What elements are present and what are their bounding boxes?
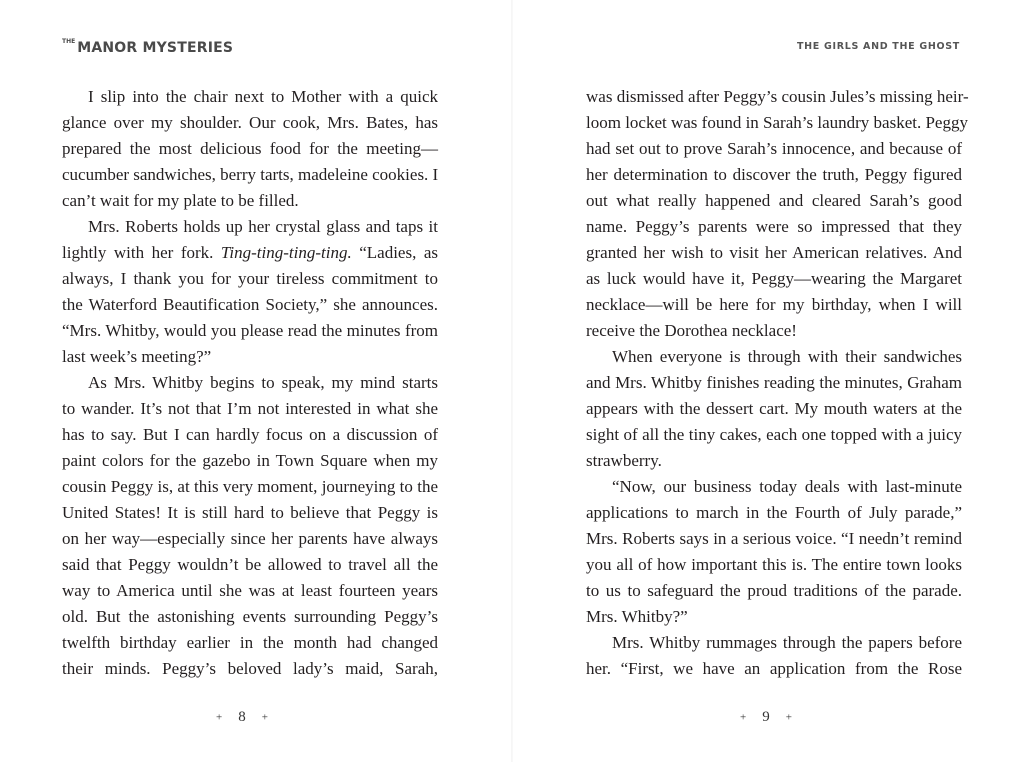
text-line: sight of all the tiny cakes, each one topped with a juicy <box>586 425 962 444</box>
text-line: I slip into the chair next to Mother with a quick <box>88 87 438 106</box>
page-number: 9 <box>762 709 770 725</box>
text-line: has to say. But I can hardly focus on a discussion of <box>62 425 438 444</box>
text-line: “Now, our business today deals with last-minute <box>612 477 962 496</box>
text-line: the Waterford Beautification Society,” she announces. <box>62 295 438 314</box>
text-line: out what really happened and cleared Sarah’s good <box>586 191 962 210</box>
text-line: United States! It is still hard to believe that Peggy is <box>62 503 438 522</box>
book-title: THE GIRLS AND THE GHOST <box>796 41 960 52</box>
text-line: receive the Dorothea necklace! <box>586 321 797 340</box>
text-line: to wander. It’s not that I’m not interested in what she <box>62 399 438 418</box>
text-line: strawberry. <box>586 451 662 470</box>
text-line: Mrs. Roberts says in a serious voice. “I needn’t remind <box>586 529 962 548</box>
text-line: last week’s meeting?” <box>62 347 212 366</box>
text-line: always, I thank you for your tireless commitment to <box>62 269 438 288</box>
text-line: had set out to prove Sarah’s innocence, and because of <box>586 139 962 158</box>
text-line: Mrs. Whitby rummages through the papers before <box>612 633 962 652</box>
text-line: glance over my shoulder. Our cook, Mrs. Bates, has <box>62 113 438 132</box>
folio-ornament: + <box>740 711 747 724</box>
text-line: on her way—especially since her parents have always <box>62 529 438 548</box>
folio-ornament: + <box>785 711 792 724</box>
text-line: cousin Peggy is, at this very moment, journeying to the <box>62 477 438 496</box>
text-line: lightly with her fork. Ting-ting-ting-ting. “Ladies, as <box>62 243 438 262</box>
italic-text: Ting-ting-ting-ting. <box>220 243 352 262</box>
text-line: prepared the most delicious food for the meeting— <box>62 139 438 158</box>
text-line: Mrs. Roberts holds up her crystal glass and taps it <box>88 217 438 236</box>
text-line: applications to march in the Fourth of July parade,” <box>586 503 962 522</box>
text-line: and Mrs. Whitby finishes reading the minutes, Graham <box>586 373 962 392</box>
text-line: was dismissed after Peggy’s cousin Jules’s missing heir- <box>586 87 969 106</box>
text-line: way to America until she was at least fourteen years <box>62 581 438 600</box>
text-line: her determination to discover the truth, Peggy figured <box>586 165 962 184</box>
folio-ornament: + <box>216 711 223 724</box>
series-title-prefix: THE <box>62 38 76 45</box>
right-body-text <box>586 84 969 682</box>
text-line: granted her wish to visit her American relatives. And <box>586 243 962 262</box>
page-number: 8 <box>238 709 246 725</box>
right-folio <box>740 707 792 727</box>
text-line: can’t wait for my plate to be filled. <box>62 191 299 210</box>
left-body-text <box>62 84 438 682</box>
text-line: necklace—will be here for my birthday, when I will <box>586 295 962 314</box>
text-line: loom locket was found in Sarah’s laundry basket. Peggy <box>586 113 968 132</box>
text-line: you all of how important this is. The entire town looks <box>586 555 962 574</box>
folio-ornament: + <box>261 711 268 724</box>
text-line: Mrs. Whitby?” <box>586 607 688 626</box>
text-line: When everyone is through with their sandwiches <box>612 347 962 366</box>
right-page <box>512 0 1024 762</box>
text-line: appears with the dessert cart. My mouth waters at the <box>586 399 962 418</box>
series-title <box>62 37 233 57</box>
text-line: As Mrs. Whitby begins to speak, my mind starts <box>88 373 438 392</box>
text-line: old. But the astonishing events surrounding Peggy’s <box>62 607 438 626</box>
text-line: their minds. Peggy’s beloved lady’s maid, Sarah, <box>62 659 438 678</box>
text-line: to us to safeguard the proud traditions of the parade. <box>586 581 962 600</box>
series-title-main: MANOR MYSTERIES <box>77 40 234 56</box>
text-line: cucumber sandwiches, berry tarts, madeleine cookies. I <box>62 165 439 184</box>
text-line: as luck would have it, Peggy—wearing the Margaret <box>586 269 962 288</box>
text-line: name. Peggy’s parents were so impressed that they <box>586 217 962 236</box>
text-line: paint colors for the gazebo in Town Square when my <box>62 451 438 470</box>
text-line: twelfth birthday earlier in the month had changed <box>62 633 438 652</box>
text-line: her. “First, we have an application from the Rose <box>586 659 962 678</box>
text-line: said that Peggy wouldn’t be allowed to travel all the <box>62 555 438 574</box>
text-line: “Mrs. Whitby, would you please read the minutes from <box>62 321 438 340</box>
left-folio <box>216 707 268 727</box>
